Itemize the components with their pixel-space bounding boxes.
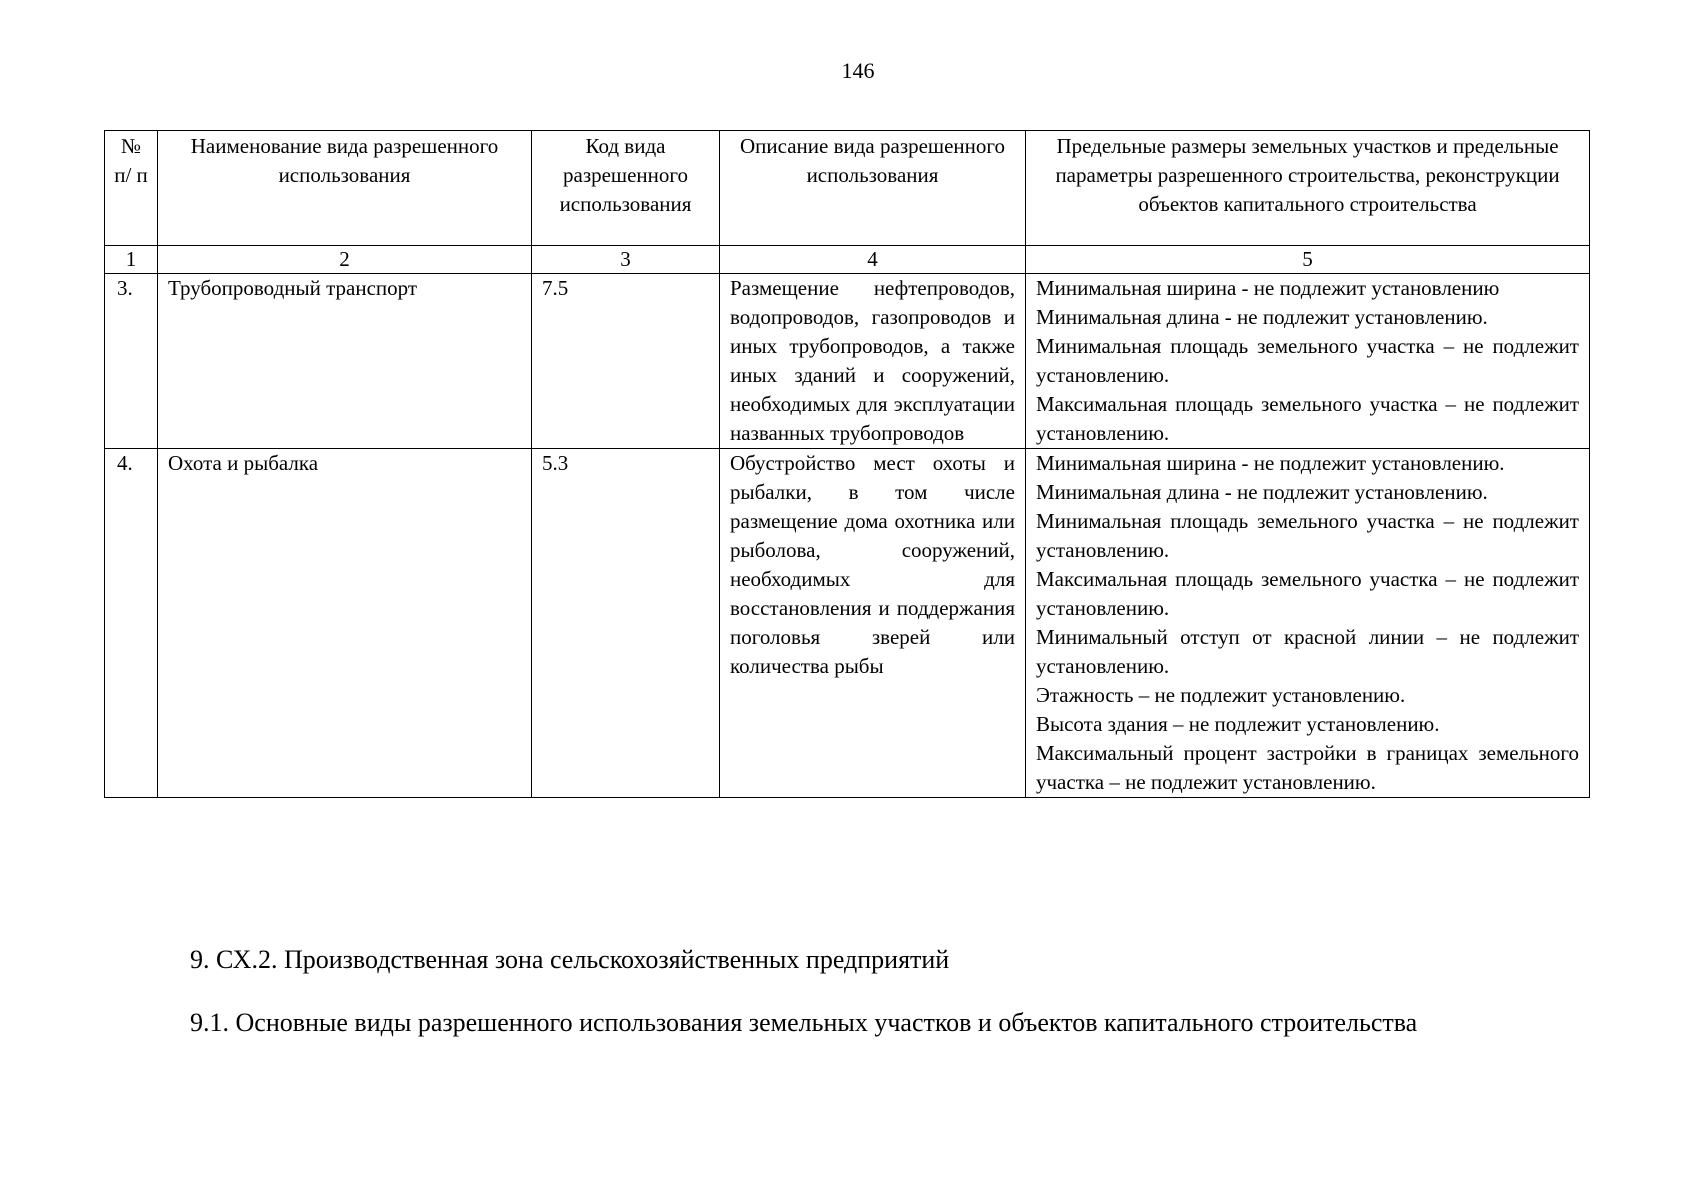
row-code: 7.5 bbox=[532, 274, 720, 449]
limit-item: Высота здания – не подлежит установлению. bbox=[1036, 712, 1440, 736]
row-number: 4. bbox=[105, 449, 158, 798]
table-header-row bbox=[105, 131, 1590, 246]
limit-item: Минимальная площадь земельного участка – не подлежит установлению. bbox=[1036, 509, 1579, 562]
header-code: Код вида разрешенного использования bbox=[532, 131, 720, 246]
table-row bbox=[105, 449, 1590, 798]
section-heading: 9. СХ.2. Производственная зона сельскохозяйственных предприятий bbox=[190, 945, 950, 974]
row-limits bbox=[1026, 449, 1590, 798]
limit-item: Минимальная длина - не подлежит установлению. bbox=[1036, 480, 1488, 504]
land-use-table bbox=[104, 130, 1590, 798]
limit-item: Минимальная ширина - не подлежит установлению bbox=[1036, 276, 1500, 300]
header-limits: Предельные размеры земельных участков и предельные параметры разрешенного строительства, реконструкции объектов капитального строительства bbox=[1026, 131, 1590, 246]
row-code: 5.3 bbox=[532, 449, 720, 798]
header-name: Наименование вида разрешенного использования bbox=[158, 131, 532, 246]
column-number: 5 bbox=[1026, 246, 1590, 274]
row-number: 3. bbox=[105, 274, 158, 449]
limit-item: Максимальная площадь земельного участка – не подлежит установлению. bbox=[1036, 567, 1579, 620]
row-description: Обустройство мест охоты и рыбалки, в том числе размещение дома охотника или рыболова, сооружений, необходимых для восстановления и поддержания поголовья зверей или количества рыбы bbox=[720, 449, 1026, 798]
row-name: Охота и рыбалка bbox=[158, 449, 532, 798]
limit-item: Минимальная площадь земельного участка – не подлежит установлению. bbox=[1036, 334, 1579, 387]
column-number: 4 bbox=[720, 246, 1026, 274]
row-name: Трубопроводный транспорт bbox=[158, 274, 532, 449]
header-number: № п/ п bbox=[105, 131, 158, 246]
limit-item: Этажность – не подлежит установлению. bbox=[1036, 683, 1406, 707]
limit-item: Максимальный процент застройки в границах земельного участка – не подлежит установлению. bbox=[1036, 741, 1579, 794]
column-number: 2 bbox=[158, 246, 532, 274]
column-number: 3 bbox=[532, 246, 720, 274]
column-number-row bbox=[105, 246, 1590, 274]
subsection-heading: 9.1. Основные виды разрешенного использования земельных участков и объектов капитального строительства bbox=[190, 1008, 1418, 1037]
limit-item: Минимальная ширина - не подлежит установлению. bbox=[1036, 451, 1505, 475]
header-description: Описание вида разрешенного использования bbox=[720, 131, 1026, 246]
limit-item: Минимальная длина - не подлежит установлению. bbox=[1036, 305, 1488, 329]
row-description: Размещение нефтепроводов, водопроводов, газопроводов и иных трубопроводов, а также иных зданий и сооружений, необходимых для эксплуатации названных трубопроводов bbox=[720, 274, 1026, 449]
limit-item: Максимальная площадь земельного участка – не подлежит установлению. bbox=[1036, 392, 1579, 445]
column-number: 1 bbox=[105, 246, 158, 274]
row-limits bbox=[1026, 274, 1590, 449]
limit-item: Минимальный отступ от красной линии – не подлежит установлению. bbox=[1036, 625, 1579, 678]
page-number: 146 bbox=[841, 58, 875, 83]
table-row bbox=[105, 274, 1590, 449]
